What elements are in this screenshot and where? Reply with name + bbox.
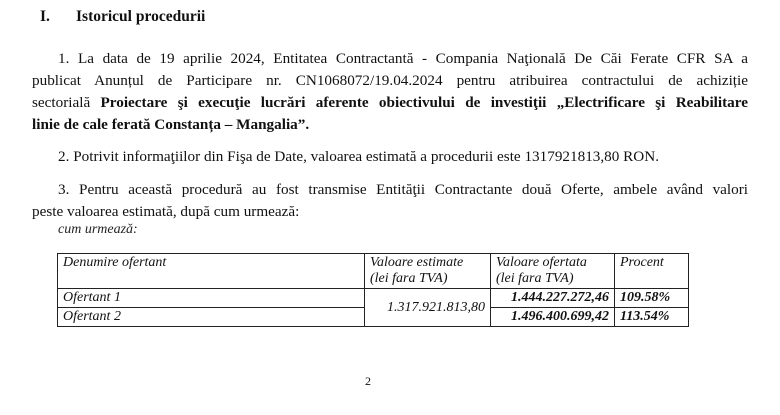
bidder-name-cell: Ofertant 1 <box>58 289 365 308</box>
header-percent: Procent <box>615 254 689 289</box>
percent-cell: 113.54% <box>615 308 689 327</box>
contract-title-part-1: Proiectare şi execuţie lucrări aferente obiectivului de investiţii „Electrificare şi Reabilitare <box>100 94 748 111</box>
header-bidder-name: Denumire ofertant <box>58 254 365 289</box>
header-estimated-value: Valoare estimate (lei fara TVA) <box>365 254 491 289</box>
clipped-text: cum urmează: <box>58 222 138 237</box>
bidder-name-cell: Ofertant 2 <box>58 308 365 327</box>
page-number: 2 <box>365 374 371 388</box>
offers-table <box>57 253 689 327</box>
section-title: Istoricul procedurii <box>76 8 206 25</box>
estimated-value-cell: 1.317.921.813,80 <box>365 289 491 327</box>
paragraph-3-line-2: peste valoarea estimată, după cum urmează: <box>32 203 300 220</box>
offer-value-cell: 1.444.227.272,46 <box>491 289 615 308</box>
percent-cell: 109.58% <box>615 289 689 308</box>
paragraph-3-line-1: 3. Pentru această procedură au fost transmise Entităţii Contractante două Oferte, ambele având valori <box>58 181 748 198</box>
section-heading <box>40 8 205 26</box>
paragraph-1-line-3-text: sectorială <box>32 94 101 111</box>
table-header-row <box>58 254 689 289</box>
contract-title-part-2: linie de cale ferată Constanța – Mangalia”. <box>32 116 310 133</box>
paragraph-1-line-3 <box>32 94 748 112</box>
header-offered-value: Valoare ofertata (lei fara TVA) <box>491 254 615 289</box>
offer-value-cell: 1.496.400.699,42 <box>491 308 615 327</box>
paragraph-1-line-2: publicat Anunțul de Participare nr. CN1068072/19.04.2024 pentru atribuirea contractului de achiziție <box>32 72 748 89</box>
paragraph-1-line-1: 1. La data de 19 aprilie 2024, Entitatea Contractantă - Compania Naţională De Căi Ferate CFR SA a <box>58 50 748 67</box>
section-number: I. <box>40 8 50 25</box>
table-row <box>58 289 689 308</box>
paragraph-2: 2. Potrivit informaţiilor din Fişa de Date, valoarea estimată a procedurii este 1317921813,80 RON. <box>58 148 660 165</box>
clipped-text-fragment <box>58 222 258 242</box>
